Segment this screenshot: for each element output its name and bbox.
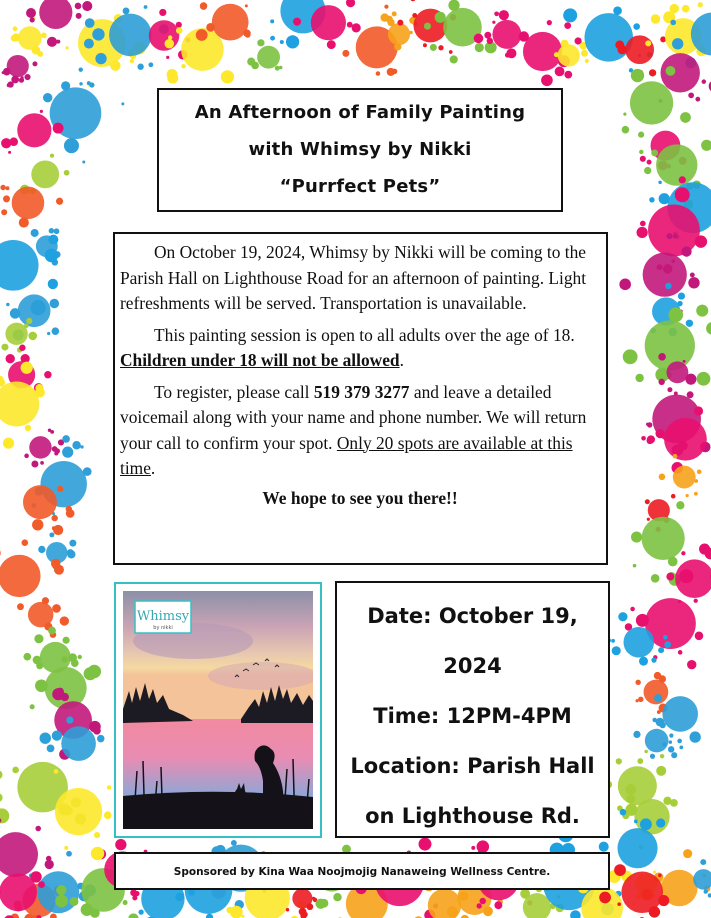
title-box	[157, 88, 563, 212]
spots-available-text: Only 20 spots are available at this time	[120, 432, 573, 478]
children-not-allowed-text: Children under 18 will not be allowed	[120, 350, 400, 370]
title-line-2: with Whimsy by Nikki	[248, 139, 472, 160]
phone-number: 519 379 3277	[313, 381, 410, 402]
sponsor-text: Sponsored by Kina Waa Noojmojig Nanaweing Wellness Centre.	[173, 866, 551, 878]
paragraph-registration	[120, 380, 600, 482]
description-box	[113, 232, 608, 565]
location-line-1: Location: Parish Hall	[350, 754, 595, 778]
paragraph-event-info: On October 19, 2024, Whimsy by Nikki will be coming to the Parish Hall on Lighthouse Road for an afternoon of painting. Light refreshments will be served. Transportation is unavailable.	[120, 242, 587, 313]
title-line-3: “Purrfect Pets”	[279, 176, 441, 197]
whimsy-logo-subtext: by nikki	[153, 625, 173, 631]
event-details-box	[335, 581, 610, 838]
age-policy-text: This painting session is open to all adults over the age of 18.	[154, 324, 575, 345]
date-line-2: 2024	[443, 654, 502, 678]
whimsy-logo-text: Whimsy	[136, 609, 190, 624]
register-details-text: and leave a detailed voicemail along with your name and phone number. We will return your call to confirm your spot.	[120, 381, 587, 453]
paragraph-age-policy	[120, 323, 600, 374]
register-text: To register, please call	[154, 381, 314, 402]
registration-end: .	[150, 458, 156, 478]
location-line-2: on Lighthouse Rd.	[365, 804, 580, 828]
closing-line: We hope to see you there!!	[262, 487, 458, 508]
date-line-1: Date: October 19,	[367, 604, 578, 628]
sponsor-box	[114, 852, 610, 890]
title-line-1: An Afternoon of Family Painting	[194, 102, 526, 123]
painting-frame	[114, 582, 322, 838]
time-line: Time: 12PM-4PM	[373, 704, 572, 728]
sunset-dog-cat-painting	[123, 591, 313, 829]
age-policy-end: .	[399, 350, 404, 370]
